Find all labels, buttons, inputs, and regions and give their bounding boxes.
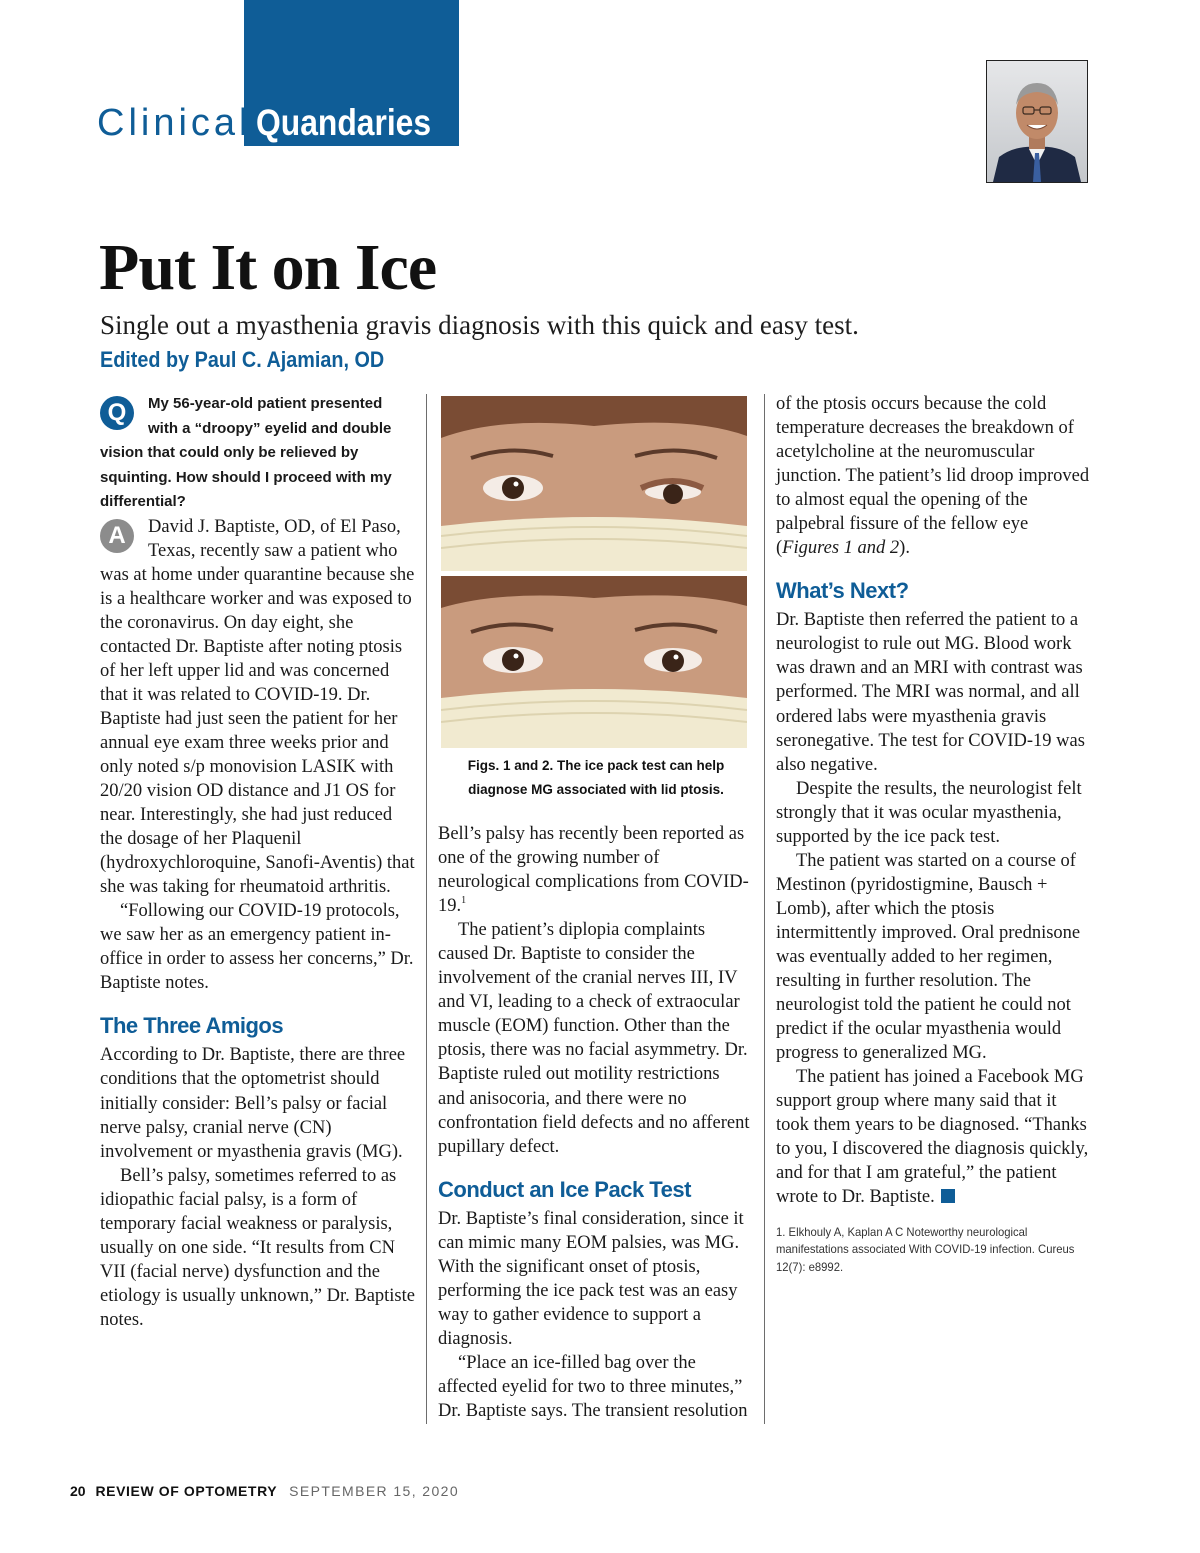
footnote: 1. Elkhouly A, Kaplan A C Noteworthy neurological manifestations associated With COVID-19 infection. Cureus 12(7): e8992. — [776, 1224, 1075, 1274]
body-paragraph: Bell’s palsy has recently been reported as one of the growing number of neurological complications from COVID-19.$^1$ — [438, 824, 749, 917]
body-paragraph: The patient’s diplopia complaints caused Dr. Baptiste to consider the involvement of the cranial nerves III, IV and VI, leading to a check of extraocular muscle (EOM) function. Other than the ptosis, there was no facial asymmetry. Dr. Baptiste ruled out motility restrictions and anisocoria, and there were no confrontation field defects and no afferent pupillary defect. — [438, 920, 750, 1157]
column-rule — [764, 394, 765, 1424]
body-paragraph: The patient was started on a course of Mestinon (pyridostigmine, Bausch + Lomb), after which the ptosis intermittently improved. Oral prednisone was eventually added to her regimen, resulting in further resolution. The neurologist told the patient he could not predict if the ocular myasthenia would progress to generalized MG. — [776, 850, 1081, 1064]
author-photo — [986, 60, 1088, 183]
publication-name: REVIEW OF OPTOMETRY — [95, 1483, 278, 1499]
section-label-bold: Quandaries — [256, 102, 432, 143]
figure-2-photo — [441, 576, 747, 748]
body-paragraph: Bell’s palsy, sometimes referred to as idiopathic facial palsy, is a form of temporary facial weakness or paralysis, usually on one side. “It results from CN VII (facial nerve) dysfunction and the etiology is usually unknown,” Dr. Baptiste notes. — [100, 1165, 415, 1330]
figure-caption: Figs. 1 and 2. The ice pack test can help diagnose MG associated with lid ptosis. — [467, 758, 725, 797]
subhead-ice-pack-test: Conduct an Ice Pack Test — [438, 1176, 691, 1202]
column-3 — [776, 392, 1091, 1276]
body-paragraph-continued: of the ptosis occurs because the cold temperature decreases the breakdown of acetylcholine at the neuromuscular junction. The patient’s lid droop improved to almost equal the opening of the palpebral fissure of the fellow eye (Figures 1 and 2). — [776, 394, 1090, 559]
body-paragraph: The patient has joined a Facebook MG support group where many said that it took them years to be diagnosed. “Thanks to you, I discovered the diagnosis quickly, and for that I am grateful,” the patient wrote to Dr. Baptiste. — [776, 1067, 1089, 1208]
answer-text: David J. Baptiste, OD, of El Paso, Texas, recently saw a patient who was at home under quarantine because she is a healthcare worker and was exposed to the coronavirus. On day eight, she contacted Dr. Baptiste after noting ptosis of her left upper lid and was concerned that it was related to COVID-19. Dr. Baptiste had just seen the patient for her annual eye exam three weeks prior and only noted s/p monovision LASIK with 20/20 vision OD distance and J1 OS for near. Interestingly, she had just reduced the dosage of her Plaquenil (hydroxychloroquine, Sanofi-Aventis) that she was taking for rheumatoid arthritis. — [100, 516, 415, 898]
body-paragraph: Dr. Baptiste then referred the patient to a neurologist to rule out MG. Blood work was drawn and an MRI with contrast was performed. The MRI was normal, and all ordered labs were myasthenia gravis seronegative. The test for COVID-19 was also negative. — [776, 610, 1085, 775]
page-footer — [70, 1481, 459, 1501]
article-deck: Single out a myasthenia gravis diagnosis with this quick and easy test. — [100, 310, 859, 340]
body-paragraph: Despite the results, the neurologist felt strongly that it was ocular myasthenia, supported by the ice pack test. — [776, 778, 1082, 847]
subhead-whats-next: What’s Next? — [776, 578, 909, 604]
author-portrait-icon — [987, 61, 1087, 182]
issue-date: SEPTEMBER 15, 2020 — [289, 1483, 460, 1499]
end-mark-icon — [941, 1189, 955, 1203]
answer-paragraph — [100, 515, 415, 900]
reference-mark: 1 — [461, 895, 467, 907]
column-rule — [426, 394, 427, 1424]
page-number: 20 — [70, 1483, 86, 1499]
body-paragraph: “Place an ice-filled bag over the affected eyelid for two to three minutes,” Dr. Baptiste says. The transient resolution — [438, 1352, 748, 1422]
column-2 — [438, 822, 750, 1423]
figure-reference: Figures 1 and 2 — [782, 538, 900, 559]
figure-1-photo — [441, 396, 747, 571]
article-byline: Edited by Paul C. Ajamian, OD — [100, 347, 385, 372]
question-paragraph — [100, 392, 415, 515]
answer-badge: A — [100, 519, 134, 553]
body-paragraph: According to Dr. Baptiste, there are three conditions that the optometrist should initially consider: Bell’s palsy or facial nerve palsy, cranial nerve (CN) involvement or myasthenia gravis (MG). — [100, 1045, 406, 1162]
column-1 — [100, 392, 415, 1332]
question-text: My 56-year-old patient presented with a “droopy” eyelid and double vision that could only be relieved by squinting. How should I proceed with my differential? — [100, 395, 392, 510]
body-paragraph: Dr. Baptiste’s final consideration, since it can mimic many EOM palsies, was MG. With the significant onset of ptosis, performing the ice pack test was an easy way to gather evidence to support a diagnosis. — [438, 1208, 744, 1349]
question-badge: Q — [100, 396, 134, 430]
body-paragraph: “Following our COVID-19 protocols, we saw her as an emergency patient in-office in order to assess her concerns,” Dr. Baptiste notes. — [100, 901, 414, 994]
article-title: Put It on Ice — [99, 231, 437, 304]
eyes-photo-icon — [441, 576, 747, 748]
eyes-photo-icon — [441, 396, 747, 571]
subhead-three-amigos: The Three Amigos — [100, 1013, 284, 1039]
section-label-light: Clinical — [97, 102, 252, 144]
